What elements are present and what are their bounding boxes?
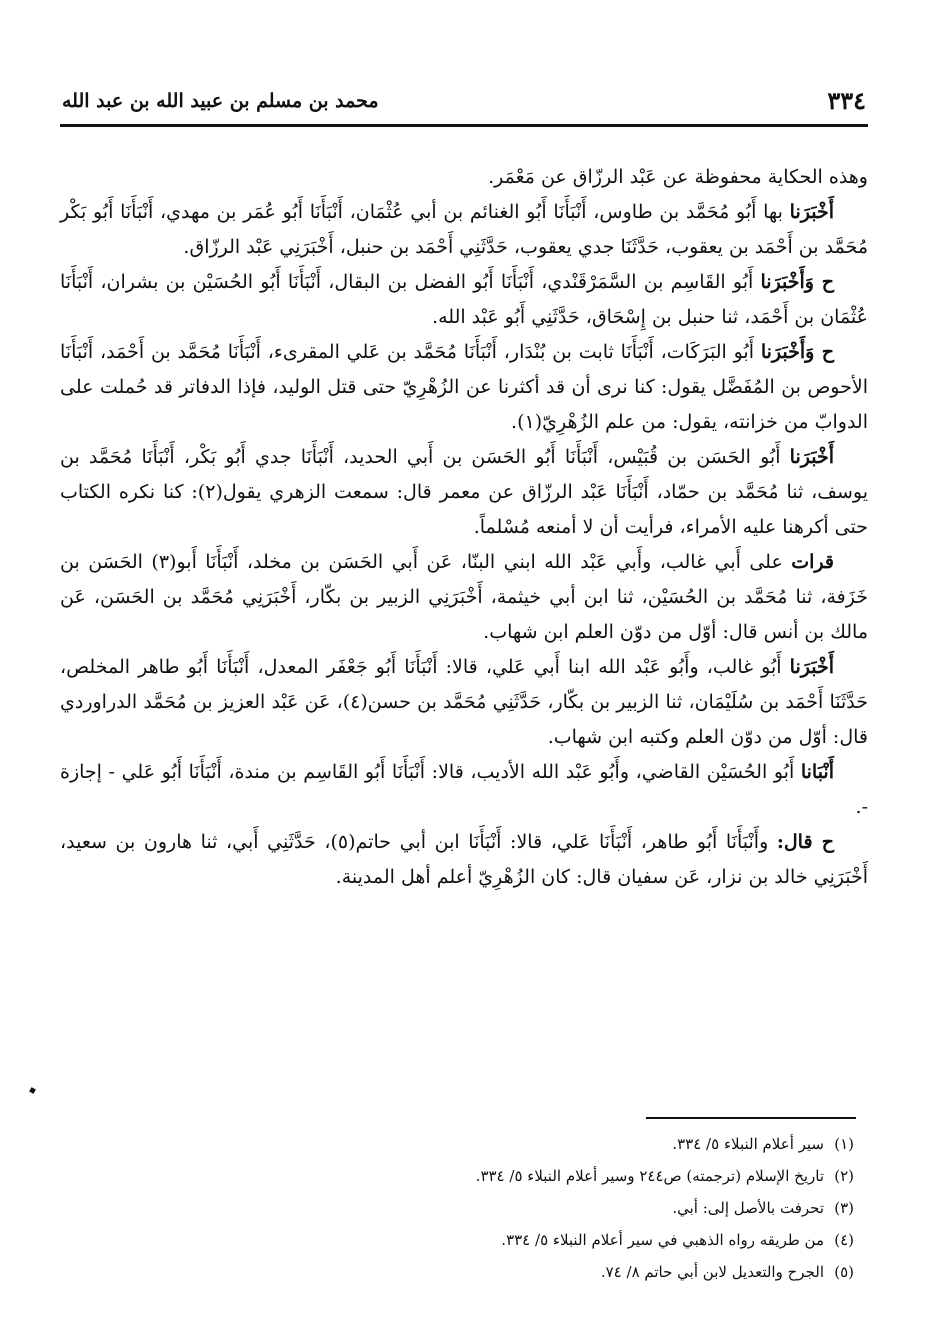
paragraph-text: أَبُو البَرَكَات، أَنْبَأَنَا ثابت بن بُنْدَار، أَنْبَأَنَا مُحَمَّد بن عَلي المقرىء، أَنْبَأَنَا مُحَمَّد بن أَحْمَد، أَنْبَأَنَا الأحوص بن المُفَضَّل يقول: كنا نرى أن قد أكثرنا عن الزُهْرِيّ حتى قتل الوليد، فإذا الدفاتر قد حُملت على الدوابّ من خزانته، يقول: من علم الزُهْرِيّ(١).	[60, 341, 868, 433]
page-header	[60, 82, 868, 122]
narration-keyword: ح قال:	[776, 831, 834, 853]
footnote-1	[60, 1128, 854, 1160]
narration-keyword: أَخْبَرَنا	[789, 446, 834, 468]
narration-keyword: أَخْبَرَنا	[789, 201, 834, 223]
footnote-4	[60, 1224, 854, 1256]
footnotes	[60, 1128, 854, 1288]
footnote-text: سير أعلام النبلاء ٥/ ٣٣٤.	[672, 1135, 824, 1153]
paragraph-9	[60, 825, 868, 895]
paragraph-text: وهذه الحكاية محفوظة عن عَبْد الرزّاق عن مَعْمَر.	[488, 166, 868, 188]
print-speck	[29, 1087, 36, 1094]
paragraph-text: أَبُو الحَسَن بن قُبَيْس، أَنْبَأَنَا أَبُو الحَسَن بن أَبي الحديد، أَنْبَأَنَا جدي أَبُو بَكْر، أَنْبَأَنَا مُحَمَّد بن يوسف، ثنا مُحَمَّد بن حمّاد، أَنْبَأَنَا عَبْد الرزّاق عن معمر قال: سمعت الزهري يقول(٢): كنا نكره الكتاب حتى أكرهنا عليه الأمراء، فرأيت أن لا أمنعه مُسْلماً.	[60, 446, 868, 538]
footnote-text: تحرفت بالأصل إلى: أبي.	[672, 1199, 824, 1217]
narration-keyword: ح وَأَخْبَرَنا	[760, 271, 835, 293]
paragraph-6	[60, 545, 868, 650]
footnote-number: (٣)	[834, 1199, 854, 1217]
footnote-text: تاريخ الإسلام (ترجمته) ص٢٤٤ وسير أعلام النبلاء ٥/ ٣٣٤.	[475, 1167, 824, 1185]
footnote-2	[60, 1160, 854, 1192]
paragraph-2	[60, 195, 868, 265]
main-text	[60, 160, 868, 895]
footnote-number: (٤)	[834, 1231, 854, 1249]
paragraph-1	[60, 160, 868, 195]
narration-keyword: أَخْبَرَنا	[789, 656, 834, 678]
paragraph-text: بها أَبُو مُحَمَّد بن طاوس، أَنْبَأَنَا أَبُو الغنائم بن أبي عُثْمَان، أَنْبَأَنَا أَبُو عُمَر بن مهدي، أَنْبَأَنَا أَبُو بَكْر مُحَمَّد بن أَحْمَد بن يعقوب، حَدَّثَنَا جدي يعقوب، حَدَّثَنِي أَحْمَد بن حنبل، أَخْبَرَنِي عَبْد الرزّاق.	[60, 201, 868, 258]
paragraph-text: أَبُو الحُسَيْن القاضي، وأَبُو عَبْد الله الأديب، قالا: أَنْبَأَنَا أَبُو القَاسِم بن مندة، أَنْبَأَنَا أَبُو عَلي - إجازة -.	[60, 761, 868, 818]
footnote-text: الجرح والتعديل لابن أبي حاتم ٨/ ٧٤.	[600, 1263, 824, 1281]
footnote-text: من طريقه رواه الذهبي في سير أعلام النبلاء ٥/ ٣٣٤.	[501, 1231, 824, 1249]
narration-keyword: قرات	[791, 551, 834, 573]
paragraph-text: على أَبي غالب، وأَبي عَبْد الله ابني البنّا، عَن أَبي الحَسَن بن مخلد، أَنْبَأَنَا أَبو(٣) الحَسَن بن خَزَفة، ثنا مُحَمَّد بن الحُسَيْن، ثنا ابن أبي خيثمة، أَخْبَرَنِي الزبير بن بكّار، أَخْبَرَنِي مُحَمَّد بن الحَسَن، عَن مالك بن أنس قال: أوّل من دوّن العلم ابن شهاب.	[60, 551, 868, 643]
paragraph-4	[60, 335, 868, 440]
paragraph-text: أَبُو القَاسِم بن السَّمَرْقَنْدي، أَنْبَأَنَا أَبُو الفضل بن البقال، أَنْبَأَنَا أَبُو الحُسَيْن بن بشران، أَنْبَأَنَا عُثْمَان بن أَحْمَد، ثنا حنبل بن إِسْحَاق، حَدَّثَنِي أَبُو عَبْد الله.	[60, 271, 868, 328]
footnote-number: (٢)	[834, 1167, 854, 1185]
narration-keyword: أَنْبَانا	[800, 761, 834, 783]
paragraph-7	[60, 650, 868, 755]
header-rule	[60, 124, 868, 127]
footnote-rule	[646, 1117, 856, 1119]
paragraph-5	[60, 440, 868, 545]
running-title: محمد بن مسلم بن عبيد الله بن عبد الله	[62, 90, 379, 112]
narration-keyword: ح وَأَخْبَرَنا	[760, 341, 835, 363]
footnote-5	[60, 1256, 854, 1288]
paragraph-3	[60, 265, 868, 335]
footnote-number: (٥)	[834, 1263, 854, 1281]
page-number: ٣٣٤	[827, 86, 866, 115]
paragraph-text: أَبُو غالب، وأَبُو عَبْد الله ابنا أَبي عَلي، قالا: أَنْبَأَنَا أَبُو جَعْفَر المعدل، أَنْبَأَنَا أَبُو طاهر المخلص، حَدَّثَنَا أَحْمَد بن سُلَيْمَان، ثنا الزبير بن بكّار، حَدَّثَنِي مُحَمَّد بن حسن(٤)، عَن عَبْد العزيز بن مُحَمَّد الدراوردي قال: أوّل من دوّن العلم وكتبه ابن شهاب.	[60, 656, 868, 748]
paragraph-text: وأَنْبَأَنَا أَبُو طاهر، أَنْبَأَنَا عَلي، قالا: أَنْبَأَنَا ابن أبي حاتم(٥)، حَدَّثَنِي أَبي، ثنا هارون بن سعيد، أَخْبَرَنِي خالد بن نزار، عَن سفيان قال: كان الزُهْرِيّ أعلم أهل المدينة.	[60, 831, 868, 888]
footnote-number: (١)	[834, 1135, 854, 1153]
footnote-3	[60, 1192, 854, 1224]
paragraph-8	[60, 755, 868, 825]
